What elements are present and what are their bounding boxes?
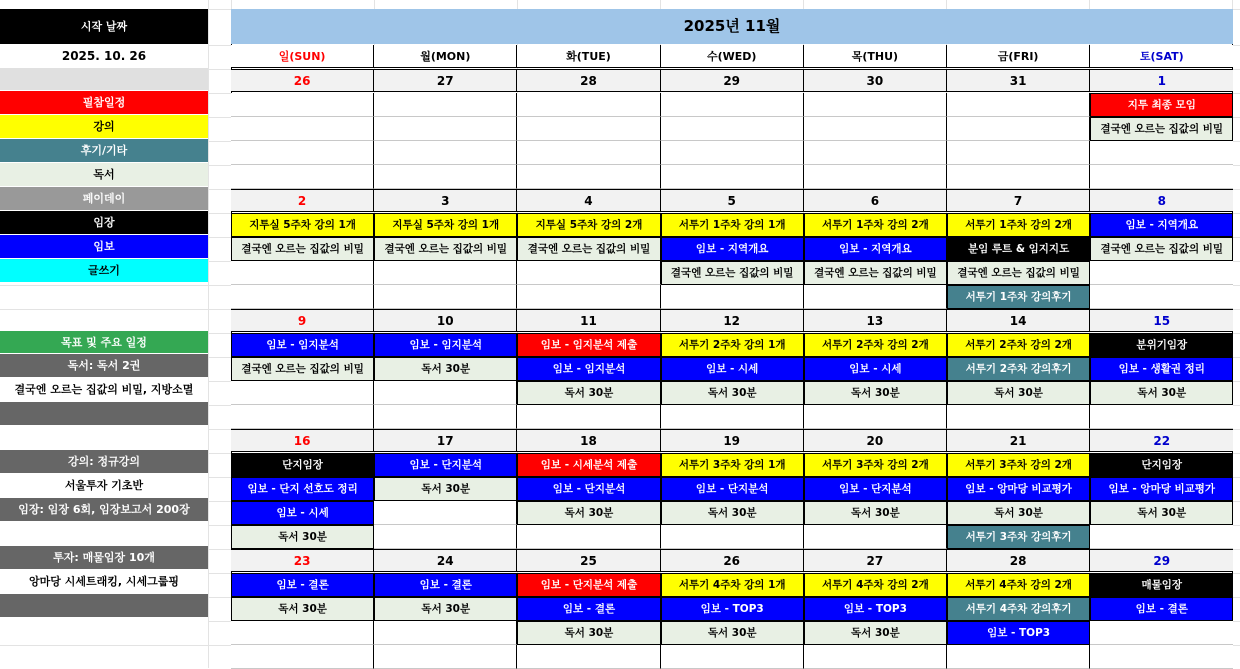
empty-cell[interactable]: [374, 261, 517, 285]
date-number[interactable]: 31: [947, 69, 1090, 92]
legend-item: 임장: [0, 211, 208, 234]
date-number[interactable]: 6: [804, 189, 947, 212]
empty-cell[interactable]: [374, 285, 517, 309]
empty-cell[interactable]: [1090, 645, 1233, 669]
empty-cell[interactable]: [374, 93, 517, 117]
event-cell[interactable]: 서투기 1주차 강의 2개: [947, 213, 1090, 237]
event-cell[interactable]: 결국엔 오르는 집값의 비밀: [661, 261, 804, 285]
goal-row: 강의: 정규강의: [0, 450, 208, 473]
event-cell[interactable]: 독서 30분: [804, 381, 947, 405]
date-number[interactable]: 28: [517, 69, 660, 92]
event-cell[interactable]: 임보 - 임지분석 제출: [517, 333, 660, 357]
legend-item: 강의: [0, 115, 208, 138]
event-cell[interactable]: 임보 - TOP3: [661, 597, 804, 621]
goal-row: 독서: 독서 2권: [0, 354, 208, 377]
empty-cell[interactable]: [517, 405, 660, 429]
empty-cell[interactable]: [374, 117, 517, 141]
event-cell[interactable]: 결국엔 오르는 집값의 비밀: [1090, 117, 1233, 141]
date-number[interactable]: 26: [231, 69, 374, 92]
empty-cell[interactable]: [804, 93, 947, 117]
event-cell[interactable]: 임보 - 임지분석: [517, 357, 660, 381]
event-cell[interactable]: 독서 30분: [374, 357, 517, 381]
event-cell[interactable]: 독서 30분: [374, 477, 517, 501]
event-cell[interactable]: 임보 - 단지분석: [374, 453, 517, 477]
empty-cell[interactable]: [374, 165, 517, 189]
legend-item: 페이데이: [0, 187, 208, 210]
event-cell[interactable]: 결국엔 오르는 집값의 비밀: [231, 237, 374, 261]
empty-cell[interactable]: [374, 381, 517, 405]
date-number[interactable]: 5: [661, 189, 804, 212]
goal-row: 서울투자 기초반: [0, 474, 208, 497]
event-cell[interactable]: 임보 - 앙마당 비교평가: [947, 477, 1090, 501]
empty-cell[interactable]: [231, 621, 374, 645]
empty-cell[interactable]: [517, 645, 660, 669]
empty-cell[interactable]: [231, 93, 374, 117]
event-cell[interactable]: 결국엔 오르는 집값의 비밀: [231, 357, 374, 381]
empty-cell[interactable]: [374, 621, 517, 645]
empty-cell[interactable]: [661, 405, 804, 429]
event-cell[interactable]: 독서 30분: [517, 501, 660, 525]
event-cell[interactable]: 독서 30분: [947, 381, 1090, 405]
event-cell[interactable]: 독서 30분: [231, 597, 374, 621]
event-cell[interactable]: 분위기임장: [1090, 333, 1233, 357]
event-cell[interactable]: 임보 - 시세: [804, 357, 947, 381]
empty-cell[interactable]: [231, 381, 374, 405]
event-cell[interactable]: 지투 최종 모임: [1090, 93, 1233, 117]
weekday-header: 화(TUE): [517, 45, 660, 68]
date-number[interactable]: 11: [517, 309, 660, 332]
event-cell[interactable]: 결국엔 오르는 집값의 비밀: [517, 237, 660, 261]
event-cell[interactable]: 서투기 3주차 강의 2개: [947, 453, 1090, 477]
date-number[interactable]: 23: [231, 549, 374, 572]
event-cell[interactable]: 독서 30분: [517, 381, 660, 405]
event-cell[interactable]: 독서 30분: [804, 501, 947, 525]
goal-row: 임장: 임장 6회, 임장보고서 200장: [0, 498, 208, 521]
date-number[interactable]: 27: [374, 69, 517, 92]
event-cell[interactable]: 임보 - TOP3: [804, 597, 947, 621]
empty-cell[interactable]: [947, 165, 1090, 189]
weekday-header: 수(WED): [661, 45, 804, 68]
event-cell[interactable]: 독서 30분: [517, 621, 660, 645]
date-number[interactable]: 9: [231, 309, 374, 332]
start-date-value[interactable]: 2025. 10. 26: [0, 44, 208, 68]
empty-cell[interactable]: [231, 165, 374, 189]
event-cell[interactable]: 독서 30분: [661, 381, 804, 405]
empty-cell[interactable]: [947, 93, 1090, 117]
empty-cell[interactable]: [517, 285, 660, 309]
empty-cell[interactable]: [661, 165, 804, 189]
event-cell[interactable]: 서투기 1주차 강의 1개: [661, 213, 804, 237]
event-cell[interactable]: 서투기 4주차 강의 1개: [661, 573, 804, 597]
date-number[interactable]: 8: [1090, 189, 1233, 212]
date-number[interactable]: 14: [947, 309, 1090, 332]
empty-cell[interactable]: [231, 405, 374, 429]
date-number[interactable]: 1: [1090, 69, 1233, 92]
event-cell[interactable]: 임보 - 단지분석: [804, 477, 947, 501]
event-cell[interactable]: 임보 - 시세분석 제출: [517, 453, 660, 477]
event-cell[interactable]: 독서 30분: [661, 501, 804, 525]
event-cell[interactable]: 매물임장: [1090, 573, 1233, 597]
empty-cell[interactable]: [1090, 165, 1233, 189]
event-cell[interactable]: 임보 - 결론: [1090, 597, 1233, 621]
empty-cell[interactable]: [1090, 525, 1233, 549]
date-number[interactable]: 25: [517, 549, 660, 572]
empty-cell[interactable]: [374, 501, 517, 525]
empty-cell[interactable]: [947, 141, 1090, 165]
event-cell[interactable]: 서투기 4주차 강의후기: [947, 597, 1090, 621]
weekday-header: 일(SUN): [231, 45, 374, 68]
empty-cell[interactable]: [804, 117, 947, 141]
empty-cell[interactable]: [374, 525, 517, 549]
empty-cell[interactable]: [804, 525, 947, 549]
empty-cell[interactable]: [231, 141, 374, 165]
start-date-label: 시작 날짜: [0, 9, 208, 44]
event-cell[interactable]: 서투기 1주차 강의 2개: [804, 213, 947, 237]
empty-cell[interactable]: [374, 645, 517, 669]
date-number[interactable]: 16: [231, 429, 374, 452]
event-cell[interactable]: 분임 루트 & 임지지도: [947, 237, 1090, 261]
calendar-title: 2025년 11월: [231, 9, 1233, 44]
event-cell[interactable]: 임보 - 단지분석: [517, 477, 660, 501]
date-number[interactable]: 10: [374, 309, 517, 332]
empty-cell[interactable]: [1090, 261, 1233, 285]
date-number[interactable]: 12: [661, 309, 804, 332]
empty-cell[interactable]: [1090, 141, 1233, 165]
weekday-header: 월(MON): [374, 45, 517, 68]
date-number[interactable]: 29: [661, 69, 804, 92]
date-number[interactable]: 18: [517, 429, 660, 452]
event-cell[interactable]: 임보 - 시세: [661, 357, 804, 381]
date-number[interactable]: 7: [947, 189, 1090, 212]
empty-cell[interactable]: [1090, 405, 1233, 429]
event-cell[interactable]: 독서 30분: [374, 597, 517, 621]
empty-cell[interactable]: [804, 405, 947, 429]
empty-cell[interactable]: [517, 261, 660, 285]
date-number[interactable]: 17: [374, 429, 517, 452]
event-cell[interactable]: 임보 - 결론: [374, 573, 517, 597]
legend-item: 글쓰기: [0, 259, 208, 282]
date-number[interactable]: 2: [231, 189, 374, 212]
goals-header: 목표 및 주요 일정: [0, 331, 208, 353]
date-number[interactable]: 3: [374, 189, 517, 212]
empty-cell[interactable]: [804, 645, 947, 669]
event-cell[interactable]: 지투실 5주차 강의 1개: [374, 213, 517, 237]
event-cell[interactable]: 독서 30분: [947, 501, 1090, 525]
empty-cell[interactable]: [231, 645, 374, 669]
event-cell[interactable]: 임보 - TOP3: [947, 621, 1090, 645]
event-cell[interactable]: 결국엔 오르는 집값의 비밀: [374, 237, 517, 261]
date-number[interactable]: 15: [1090, 309, 1233, 332]
event-cell[interactable]: 임보 - 단지 선호도 정리: [231, 477, 374, 501]
date-number[interactable]: 28: [947, 549, 1090, 572]
empty-cell[interactable]: [374, 141, 517, 165]
empty-cell[interactable]: [1090, 285, 1233, 309]
event-cell[interactable]: 결국엔 오르는 집값의 비밀: [1090, 237, 1233, 261]
event-cell[interactable]: 임보 - 임지분석: [231, 333, 374, 357]
event-cell[interactable]: 서투기 3주차 강의후기: [947, 525, 1090, 549]
empty-cell[interactable]: [517, 141, 660, 165]
event-cell[interactable]: 임보 - 지역개요: [1090, 213, 1233, 237]
event-cell[interactable]: 지투실 5주차 강의 1개: [231, 213, 374, 237]
goal-row: 투자: 매물임장 10개: [0, 546, 208, 569]
event-cell[interactable]: 단지임장: [1090, 453, 1233, 477]
empty-cell[interactable]: [661, 285, 804, 309]
legend-item: 독서: [0, 163, 208, 186]
event-cell[interactable]: 임보 - 임지분석: [374, 333, 517, 357]
empty-cell[interactable]: [231, 117, 374, 141]
empty-cell[interactable]: [661, 117, 804, 141]
empty-cell[interactable]: [804, 165, 947, 189]
event-cell[interactable]: 서투기 4주차 강의 2개: [947, 573, 1090, 597]
empty-cell[interactable]: [661, 93, 804, 117]
empty-cell[interactable]: [947, 117, 1090, 141]
legend-item: 후기/기타: [0, 139, 208, 162]
event-cell[interactable]: 결국엔 오르는 집값의 비밀: [804, 261, 947, 285]
empty-cell[interactable]: [661, 525, 804, 549]
weekday-header: 금(FRI): [947, 45, 1090, 68]
event-cell[interactable]: 독서 30분: [1090, 501, 1233, 525]
empty-cell[interactable]: [661, 645, 804, 669]
weekday-header: 목(THU): [804, 45, 947, 68]
event-cell[interactable]: 임보 - 생활권 정리: [1090, 357, 1233, 381]
event-cell[interactable]: 서투기 2주차 강의후기: [947, 357, 1090, 381]
event-cell[interactable]: 임보 - 지역개요: [804, 237, 947, 261]
empty-cell[interactable]: [517, 165, 660, 189]
event-cell[interactable]: 임보 - 시세: [231, 501, 374, 525]
date-number[interactable]: 29: [1090, 549, 1233, 572]
empty-cell[interactable]: [804, 285, 947, 309]
goal-row: 앙마당 시세트래킹, 시세그룹핑: [0, 570, 208, 593]
event-cell[interactable]: 독서 30분: [661, 621, 804, 645]
empty-cell[interactable]: [517, 93, 660, 117]
legend-item: 필참일정: [0, 91, 208, 114]
event-cell[interactable]: 서투기 2주차 강의 2개: [947, 333, 1090, 357]
event-cell[interactable]: 임보 - 결론: [517, 597, 660, 621]
date-number[interactable]: 4: [517, 189, 660, 212]
legend-item: 임보: [0, 235, 208, 258]
empty-cell[interactable]: [231, 285, 374, 309]
date-number[interactable]: 30: [804, 69, 947, 92]
weekday-header: 토(SAT): [1090, 45, 1233, 68]
event-cell[interactable]: 서투기 2주차 강의 1개: [661, 333, 804, 357]
event-cell[interactable]: 결국엔 오르는 집값의 비밀: [947, 261, 1090, 285]
date-number[interactable]: 27: [804, 549, 947, 572]
event-cell[interactable]: 서투기 3주차 강의 2개: [804, 453, 947, 477]
event-cell[interactable]: 임보 - 결론: [231, 573, 374, 597]
event-cell[interactable]: 독서 30분: [231, 525, 374, 549]
empty-cell[interactable]: [374, 405, 517, 429]
empty-cell[interactable]: [947, 645, 1090, 669]
date-number[interactable]: 13: [804, 309, 947, 332]
event-cell[interactable]: 임보 - 지역개요: [661, 237, 804, 261]
event-cell[interactable]: 임보 - 앙마당 비교평가: [1090, 477, 1233, 501]
empty-cell[interactable]: [947, 405, 1090, 429]
event-cell[interactable]: 단지임장: [231, 453, 374, 477]
event-cell[interactable]: 임보 - 단지분석: [661, 477, 804, 501]
event-cell[interactable]: 서투기 2주차 강의 2개: [804, 333, 947, 357]
empty-cell[interactable]: [517, 525, 660, 549]
event-cell[interactable]: 서투기 3주차 강의 1개: [661, 453, 804, 477]
date-number[interactable]: 24: [374, 549, 517, 572]
event-cell[interactable]: 지투실 5주차 강의 2개: [517, 213, 660, 237]
empty-cell[interactable]: [517, 117, 660, 141]
date-number[interactable]: 26: [661, 549, 804, 572]
empty-cell[interactable]: [231, 261, 374, 285]
empty-cell[interactable]: [661, 141, 804, 165]
event-cell[interactable]: 독서 30분: [1090, 381, 1233, 405]
date-number[interactable]: 19: [661, 429, 804, 452]
event-cell[interactable]: 서투기 1주차 강의후기: [947, 285, 1090, 309]
date-number[interactable]: 22: [1090, 429, 1233, 452]
date-number[interactable]: 21: [947, 429, 1090, 452]
event-cell[interactable]: 임보 - 단지분석 제출: [517, 573, 660, 597]
empty-cell[interactable]: [804, 141, 947, 165]
date-number[interactable]: 20: [804, 429, 947, 452]
event-cell[interactable]: 서투기 4주차 강의 2개: [804, 573, 947, 597]
event-cell[interactable]: 독서 30분: [804, 621, 947, 645]
empty-cell[interactable]: [1090, 621, 1233, 645]
goal-row: 결국엔 오르는 집값의 비밀, 지방소멸: [0, 378, 208, 401]
